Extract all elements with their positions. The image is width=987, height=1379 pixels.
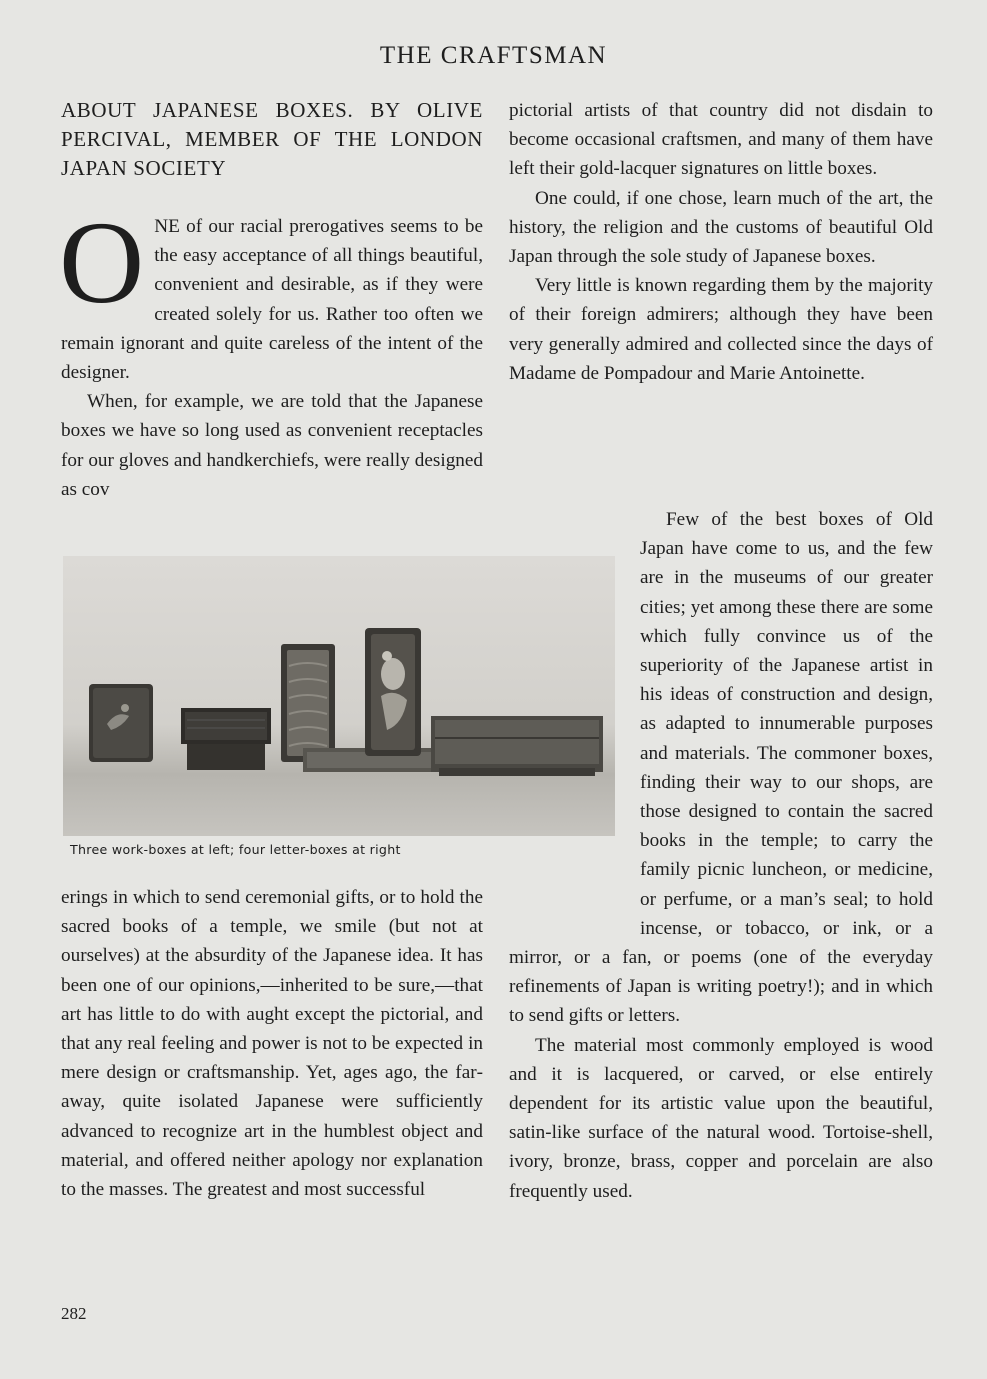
paragraph-one-could: One could, if one chose, learn much of the art, the history, the religion and the customs of beautiful Old Japan through the sole study of Japanese boxes. [509, 187, 933, 268]
work-box-1 [89, 684, 153, 762]
right-column-top [509, 96, 933, 388]
paragraph-pictorial: pictorial artists of that country did not disdain to become occasional craftsmen, and many of them have left their gold-lacquer signatures on little boxes. [509, 100, 933, 180]
drop-cap: O [59, 197, 145, 328]
paragraph-few-of-best: Few of the best boxes of Old Japan have come to us, and the few are in the museums of our greater cities; yet among these there are some which fully convince us of the superiority of the Japanese artist in his ideas of construction and design, as adapted to innumerable purposes and materials. The commoner boxes, finding their way to our shops, are those designed to contain the sacred books in the temple; to carry the family picnic luncheon, or medicine, or perfume, or a man’s seal; to hold incense, or tobacco, or ink, or a mirror, or a fan, or poems (one of the everyday refinements of Japan is writing poetry!); and in which to send gifts or letters. [509, 509, 933, 1027]
paragraph-when-continued: erings in which to send ceremonial gifts, or to hold the sacred books of a temple, we smile (but not at ourselves) at the absurdity of the Japanese idea. It has been one of our opinions,—inherited to be sure,—that art has little to do with aught except the pictorial, and that any real feeling and power is not to be expected in mere design or craftsmanship. Yet, ages ago, the faraway, quite isolated Japanese were sufficiently advanced to recognize art in the humblest object and material, and offered neither apology nor explanation to the masses. The greatest and most successful [61, 887, 483, 1201]
letter-box-2 [365, 628, 421, 756]
work-box-3 [281, 644, 335, 762]
opening-paragraph [59, 197, 483, 504]
work-box-2 [181, 708, 271, 770]
paragraph-when: When, for example, we are told that the Japanese boxes we have so long used as convenient receptacles for our gloves and handkerchiefs, were really designed as cov [61, 391, 483, 500]
page-number: 282 [61, 1304, 87, 1323]
running-head: THE CRAFTSMAN [379, 42, 608, 69]
paragraph-very-little: Very little is known regarding them by the majority of their foreign admirers; although they have been very generally admired and collected since the days of Madame de Pompadour and Marie Antoinette. [509, 275, 933, 384]
paragraph-material: The material most commonly employed is wood and it is lacquered, or carved, or else entirely dependent for its artistic value upon the beautiful, satin-like surface of the natural wood. Tortoise-shell, ivory, bronze, brass, copper and porcelain are also frequently used. [509, 1034, 933, 1202]
left-column-bottom [61, 883, 483, 1204]
opening-text: NE of our racial prerogatives seems to be the easy acceptance of all things beautiful, convenient and desirable, as if they were created solely for us. Rather too often we remain ignorant and quite careless of the intent of the designer. [61, 216, 483, 384]
right-column-bottom [509, 505, 933, 1206]
figure-caption: Three work-boxes at left; four letter-boxes at right [70, 842, 401, 857]
article-title: ABOUT JAPANESE BOXES. BY OLIVE PERCIVAL, MEMBER OF THE LONDON JAPAN SOCIETY [61, 98, 483, 180]
